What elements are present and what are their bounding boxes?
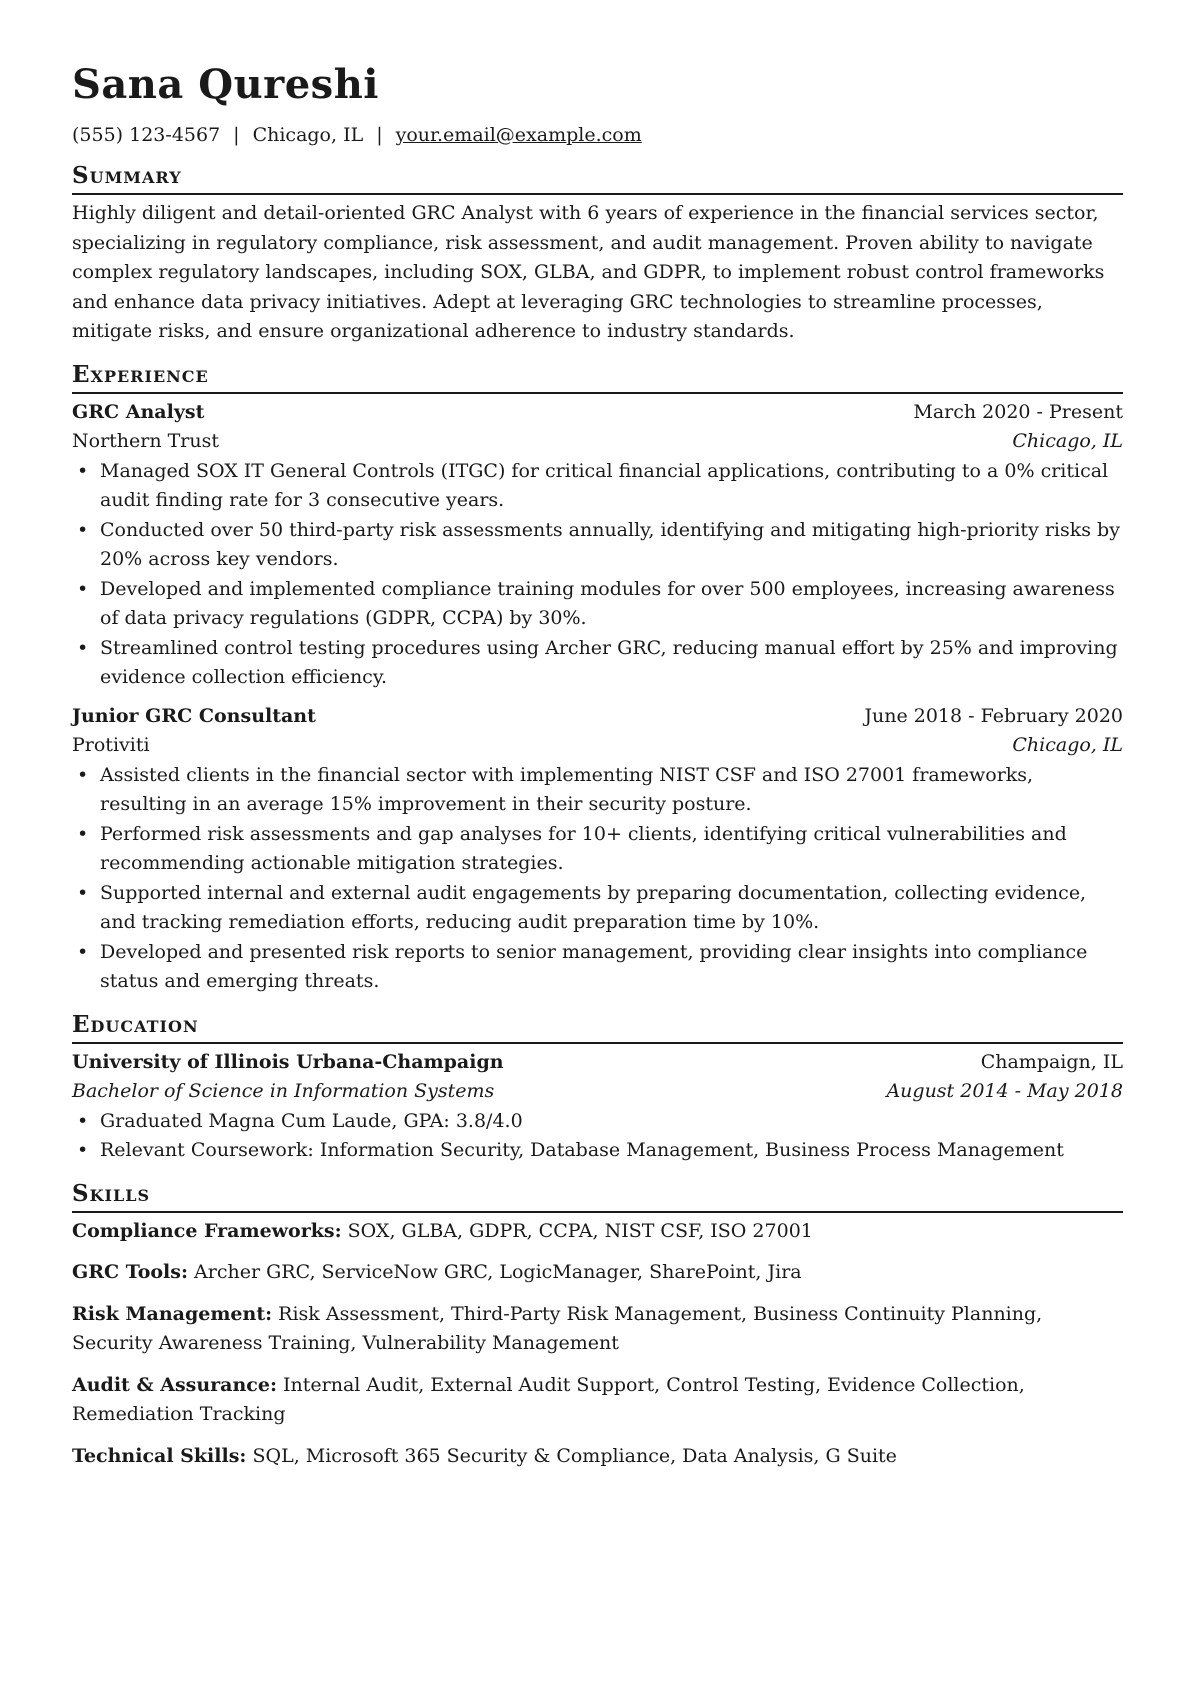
skills-heading: Skills (72, 1179, 1123, 1213)
job-bullets (72, 761, 1123, 997)
job-location: Chicago, IL (1012, 734, 1123, 756)
bullet-item: • Assisted clients in the financial sector with implementing NIST CSF and ISO 27001 frameworks, resulting in an average 15% improvement in their security posture. (72, 761, 1123, 820)
contact-separator: | (376, 124, 383, 146)
job-location: Chicago, IL (1012, 430, 1123, 452)
skill-label: Audit & Assurance: (72, 1373, 277, 1396)
job-title: Junior GRC Consultant (72, 704, 316, 727)
company-name: Northern Trust (72, 430, 219, 452)
phone-number: (555) 123-4567 (72, 124, 221, 146)
company-name: Protiviti (72, 734, 150, 756)
bullet-item: • Graduated Magna Cum Laude, GPA: 3.8/4.0 (72, 1107, 1123, 1137)
bullet-item: • Managed SOX IT General Controls (ITGC) for critical financial applications, contributing to a 0% critical audit finding rate for 3 consecutive years. (72, 457, 1123, 516)
bullet-item: • Supported internal and external audit engagements by preparing documentation, collecting evidence, and tracking remediation efforts, reducing audit preparation time by 10%. (72, 879, 1123, 938)
skill-line (72, 1217, 1123, 1247)
job-entry (72, 398, 1123, 693)
job-dates: June 2018 - February 2020 (864, 704, 1123, 727)
bullet-item: • Developed and implemented compliance training modules for over 500 employees, increasing awareness of data privacy regulations (GDPR, CCPA) by 30%. (72, 575, 1123, 634)
bullet-item: • Streamlined control testing procedures using Archer GRC, reducing manual effort by 25% and improving evidence collection efficiency. (72, 634, 1123, 693)
bullet-item: • Performed risk assessments and gap analyses for 10+ clients, identifying critical vulnerabilities and recommending actionable mitigation strategies. (72, 820, 1123, 879)
job-dates: March 2020 - Present (913, 400, 1123, 423)
resume-header (72, 58, 1123, 148)
education-heading: Education (72, 1010, 1123, 1044)
experience-section (72, 360, 1123, 997)
experience-heading: Experience (72, 360, 1123, 394)
skill-value: Archer GRC, ServiceNow GRC, LogicManager, SharePoint, Jira (194, 1261, 802, 1283)
job-bullets (72, 457, 1123, 693)
skill-label: Compliance Frameworks: (72, 1219, 342, 1242)
bullet-item: • Relevant Coursework: Information Security, Database Management, Business Process Management (72, 1136, 1123, 1166)
degree-name: Bachelor of Science in Information Systems (72, 1080, 495, 1102)
education-dates: August 2014 - May 2018 (886, 1080, 1123, 1102)
contact-location: Chicago, IL (252, 124, 364, 146)
education-section (72, 1010, 1123, 1166)
skill-line (72, 1258, 1123, 1288)
skill-line (72, 1300, 1123, 1359)
skill-label: Risk Management: (72, 1302, 273, 1325)
contact-line (72, 122, 1123, 148)
bullet-item: • Conducted over 50 third-party risk assessments annually, identifying and mitigating high-priority risks by 20% across key vendors. (72, 516, 1123, 575)
bullet-item: • Developed and presented risk reports to senior management, providing clear insights into compliance status and emerging threats. (72, 938, 1123, 997)
candidate-name: Sana Qureshi (72, 61, 379, 108)
job-entry (72, 702, 1123, 997)
skill-value: SQL, Microsoft 365 Security & Compliance, Data Analysis, G Suite (252, 1444, 897, 1467)
skill-value: Risk Assessment, Third-Party Risk Management, Business Continuity Planning, Security Awareness Training, Vulnerability Management (72, 1302, 1043, 1354)
summary-section (72, 161, 1123, 347)
summary-text: Highly diligent and detail-oriented GRC Analyst with 6 years of experience in the financial services sector, specializing in regulatory compliance, risk assessment, and audit management. Proven ability to navigate complex regulatory landscapes, including SOX, GLBA, and GDPR, to implement robust control frameworks and enhance data privacy initiatives. Adept at leveraging GRC technologies to streamline processes, mitigate risks, and ensure organizational adherence to industry standards. (72, 202, 1105, 342)
contact-separator: | (233, 124, 240, 146)
job-title: GRC Analyst (72, 400, 205, 423)
summary-heading: Summary (72, 161, 1123, 195)
skill-value: SOX, GLBA, GDPR, CCPA, NIST CSF, ISO 27001 (347, 1219, 813, 1242)
skills-section (72, 1179, 1123, 1472)
school-name: University of Illinois Urbana-Champaign (72, 1050, 504, 1073)
skill-line (72, 1371, 1123, 1430)
skill-label: Technical Skills: (72, 1444, 247, 1467)
skill-value: Internal Audit, External Audit Support, Control Testing, Evidence Collection, Remediation Tracking (72, 1373, 1025, 1425)
email-link[interactable]: your.email@example.com (395, 124, 642, 146)
school-location: Champaign, IL (980, 1050, 1123, 1073)
skill-line (72, 1442, 1123, 1472)
skill-label: GRC Tools: (72, 1261, 188, 1283)
education-bullets (72, 1107, 1123, 1166)
